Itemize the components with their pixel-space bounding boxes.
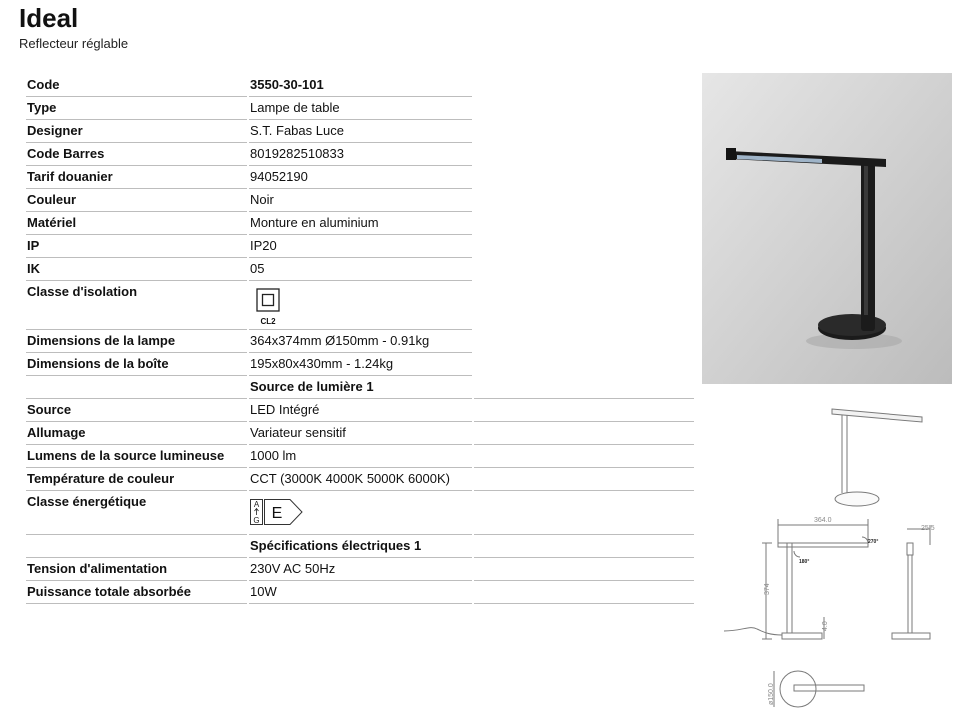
spec-value: CCT (3000K 4000K 5000K 6000K) — [249, 468, 472, 491]
section-spacer — [26, 376, 247, 399]
spec-value: 8019282510833 — [249, 143, 472, 166]
spec-label: Classe énergétique — [26, 491, 247, 535]
dimension-height: 374 — [764, 583, 771, 595]
spec-row-source — [26, 399, 694, 422]
spec-row-material — [26, 212, 694, 235]
spec-row-ip — [26, 235, 694, 258]
spec-row-color-temp — [26, 468, 694, 491]
spec-label: IP — [26, 235, 247, 258]
spec-row-box-dimensions — [26, 353, 694, 376]
energy-scale-bottom: G — [253, 516, 260, 525]
spec-label: IK — [26, 258, 247, 281]
spec-value: Noir — [249, 189, 472, 212]
rotation-label-a: 270° — [868, 539, 879, 545]
spec-value: 195x80x430mm - 1.24kg — [249, 353, 472, 376]
spec-label: Lumens de la source lumineuse — [26, 445, 247, 468]
spec-value: 3550-30-101 — [249, 74, 472, 97]
spec-row-lumens — [26, 445, 694, 468]
section-electrical — [26, 535, 694, 558]
spec-extra — [474, 581, 694, 604]
spec-label: Dimensions de la lampe — [26, 330, 247, 353]
spec-row-switch — [26, 422, 694, 445]
spec-value: 05 — [249, 258, 472, 281]
product-photo — [702, 73, 952, 384]
spec-row-energy-class — [26, 491, 694, 535]
spec-row-barcode — [26, 143, 694, 166]
spec-row-power — [26, 581, 694, 604]
spec-value: Lampe de table — [249, 97, 472, 120]
spec-value: 10W — [249, 581, 472, 604]
spec-value — [249, 491, 472, 535]
energy-class-letter: E — [271, 505, 283, 522]
spec-row-type — [26, 97, 694, 120]
spec-value: 94052190 — [249, 166, 472, 189]
dimension-base-diameter: ø150.0 — [768, 683, 775, 705]
section-title: Source de lumière 1 — [249, 376, 472, 399]
spec-value: Variateur sensitif — [249, 422, 472, 445]
rotation-label-b: 180° — [799, 559, 810, 565]
spec-row-ik — [26, 258, 694, 281]
section-spacer — [26, 535, 247, 558]
section-extra — [474, 376, 694, 399]
spec-label: Couleur — [26, 189, 247, 212]
spec-label: Allumage — [26, 422, 247, 445]
spec-label: Dimensions de la boîte — [26, 353, 247, 376]
spec-label: Tension d'alimentation — [26, 558, 247, 581]
spec-row-color — [26, 189, 694, 212]
spec-value: 1000 lm — [249, 445, 472, 468]
spec-label: Tarif douanier — [26, 166, 247, 189]
energy-scale-top: A — [253, 500, 260, 509]
spec-value: 230V AC 50Hz — [249, 558, 472, 581]
spec-row-code — [26, 74, 694, 97]
spec-label: Code Barres — [26, 143, 247, 166]
spec-label: Type — [26, 97, 247, 120]
spec-label: Source — [26, 399, 247, 422]
spec-row-tariff — [26, 166, 694, 189]
insulation-class-ii-icon — [256, 288, 280, 327]
spec-value: S.T. Fabas Luce — [249, 120, 472, 143]
spec-value: IP20 — [249, 235, 472, 258]
section-title: Spécifications électriques 1 — [249, 535, 472, 558]
spec-extra — [474, 445, 694, 468]
spec-extra — [474, 399, 694, 422]
spec-value: 364x374mm Ø150mm - 0.91kg — [249, 330, 472, 353]
spec-value — [249, 281, 472, 330]
technical-drawings — [702, 395, 952, 715]
product-title: Ideal — [19, 3, 79, 33]
spec-extra — [474, 468, 694, 491]
spec-label: Classe d'isolation — [26, 281, 247, 330]
spec-row-designer — [26, 120, 694, 143]
section-extra — [474, 535, 694, 558]
spec-label: Température de couleur — [26, 468, 247, 491]
dimension-width: 364.0 — [814, 517, 832, 524]
spec-row-lamp-dimensions — [26, 330, 694, 353]
dimension-base-thickness: 4.0 — [822, 621, 829, 631]
spec-value: LED Intégré — [249, 399, 472, 422]
energy-class-label-icon — [250, 497, 306, 527]
spec-row-insulation — [26, 281, 694, 330]
spec-label: Designer — [26, 120, 247, 143]
spec-value: Monture en aluminium — [249, 212, 472, 235]
dimension-head-depth: 25.5 — [921, 525, 935, 532]
spec-label: Puissance totale absorbée — [26, 581, 247, 604]
product-subtitle: Reflecteur réglable — [19, 36, 129, 51]
spec-label: Code — [26, 74, 247, 97]
spec-extra — [474, 491, 694, 535]
spec-label: Matériel — [26, 212, 247, 235]
spec-extra — [474, 422, 694, 445]
spec-row-voltage — [26, 558, 694, 581]
section-light-source — [26, 376, 694, 399]
spec-table — [24, 74, 696, 604]
insulation-class-badge: CL2 — [260, 317, 276, 326]
spec-extra — [474, 558, 694, 581]
